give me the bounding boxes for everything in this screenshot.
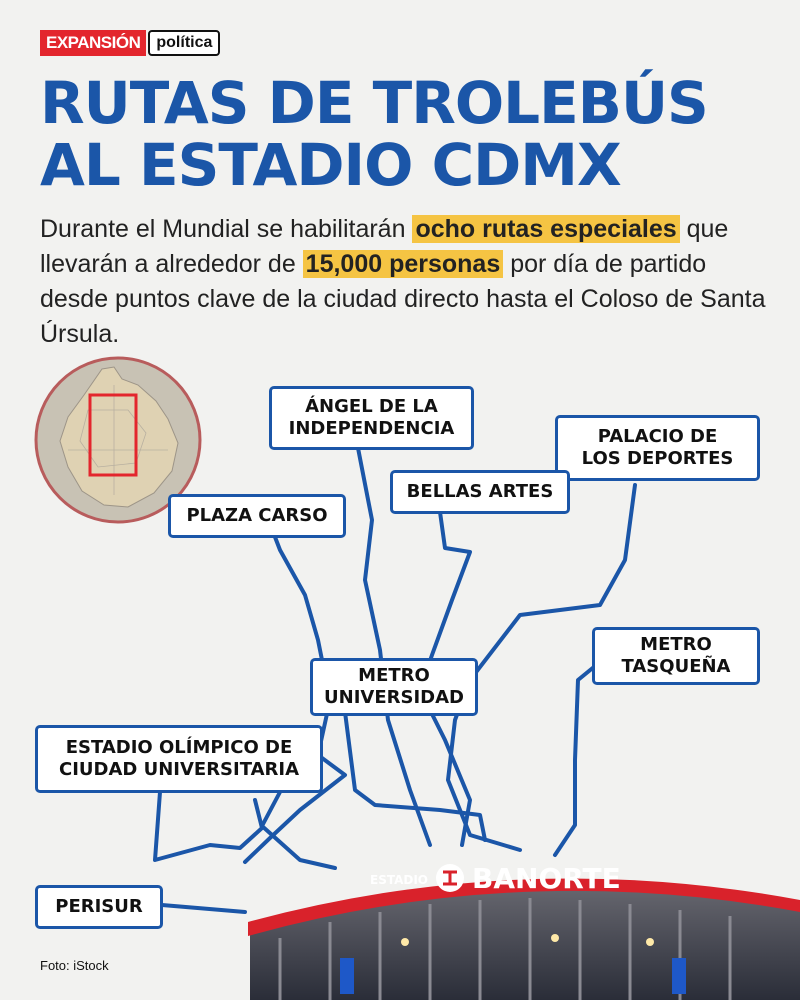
stop-palacio-deportes[interactable] <box>555 415 760 481</box>
stop-label: PERISUR <box>55 896 143 917</box>
intro-part-2: que llevarán a alrededor de <box>40 215 729 278</box>
brand-wordmark: EXPANSIÓN <box>40 30 146 56</box>
stop-label-line-2: UNIVERSIDAD <box>324 687 464 708</box>
route-perisur <box>162 905 245 912</box>
stop-perisur[interactable] <box>35 885 163 929</box>
stop-angel-independencia[interactable] <box>269 386 474 450</box>
stadium-image <box>240 850 800 1000</box>
stop-label: BELLAS ARTES <box>406 481 554 502</box>
stop-metro-tasquena[interactable] <box>592 627 760 685</box>
stop-plaza-carso[interactable] <box>168 494 346 538</box>
stop-label-line-2: INDEPENDENCIA <box>288 418 455 439</box>
stop-label-line-1: ÁNGEL DE LA <box>305 396 438 417</box>
highlight-people: 15,000 personas <box>303 250 504 278</box>
stop-label-line-1: METRO <box>640 634 712 655</box>
stop-label-line-1: METRO <box>358 665 430 686</box>
stop-label-line-2: TASQUEÑA <box>621 656 731 677</box>
stop-metro-universidad[interactable] <box>310 658 478 716</box>
stop-label-line-1: PALACIO DE <box>597 426 718 447</box>
title-line-2: AL ESTADIO CDMX <box>40 131 621 199</box>
stop-bellas-artes[interactable] <box>390 470 570 514</box>
stop-estadio-olimpico[interactable] <box>35 725 323 793</box>
stop-label-line-2: CIUDAD UNIVERSITARIA <box>58 759 300 780</box>
route-tasquena <box>555 662 600 855</box>
title-line-1: RUTAS DE TROLEBÚS <box>40 69 708 137</box>
stop-label-line-2: LOS DEPORTES <box>581 448 734 469</box>
stop-label: PLAZA CARSO <box>186 505 328 526</box>
intro-part-3: por día de partido desde puntos clave de la ciudad directo hasta el Coloso de Santa Úrsula. <box>40 250 766 348</box>
stadium-sign-small: ESTADIO <box>370 873 429 887</box>
highlight-routes: ocho rutas especiales <box>412 215 679 243</box>
section-tag: política <box>148 30 220 56</box>
intro-part-1: Durante el Mundial se habilitarán <box>40 215 413 243</box>
stop-label-line-1: ESTADIO OLÍMPICO DE <box>65 737 293 758</box>
photo-credit: Foto: iStock <box>40 958 109 973</box>
stadium-sign-big: BANORTE <box>472 862 621 895</box>
